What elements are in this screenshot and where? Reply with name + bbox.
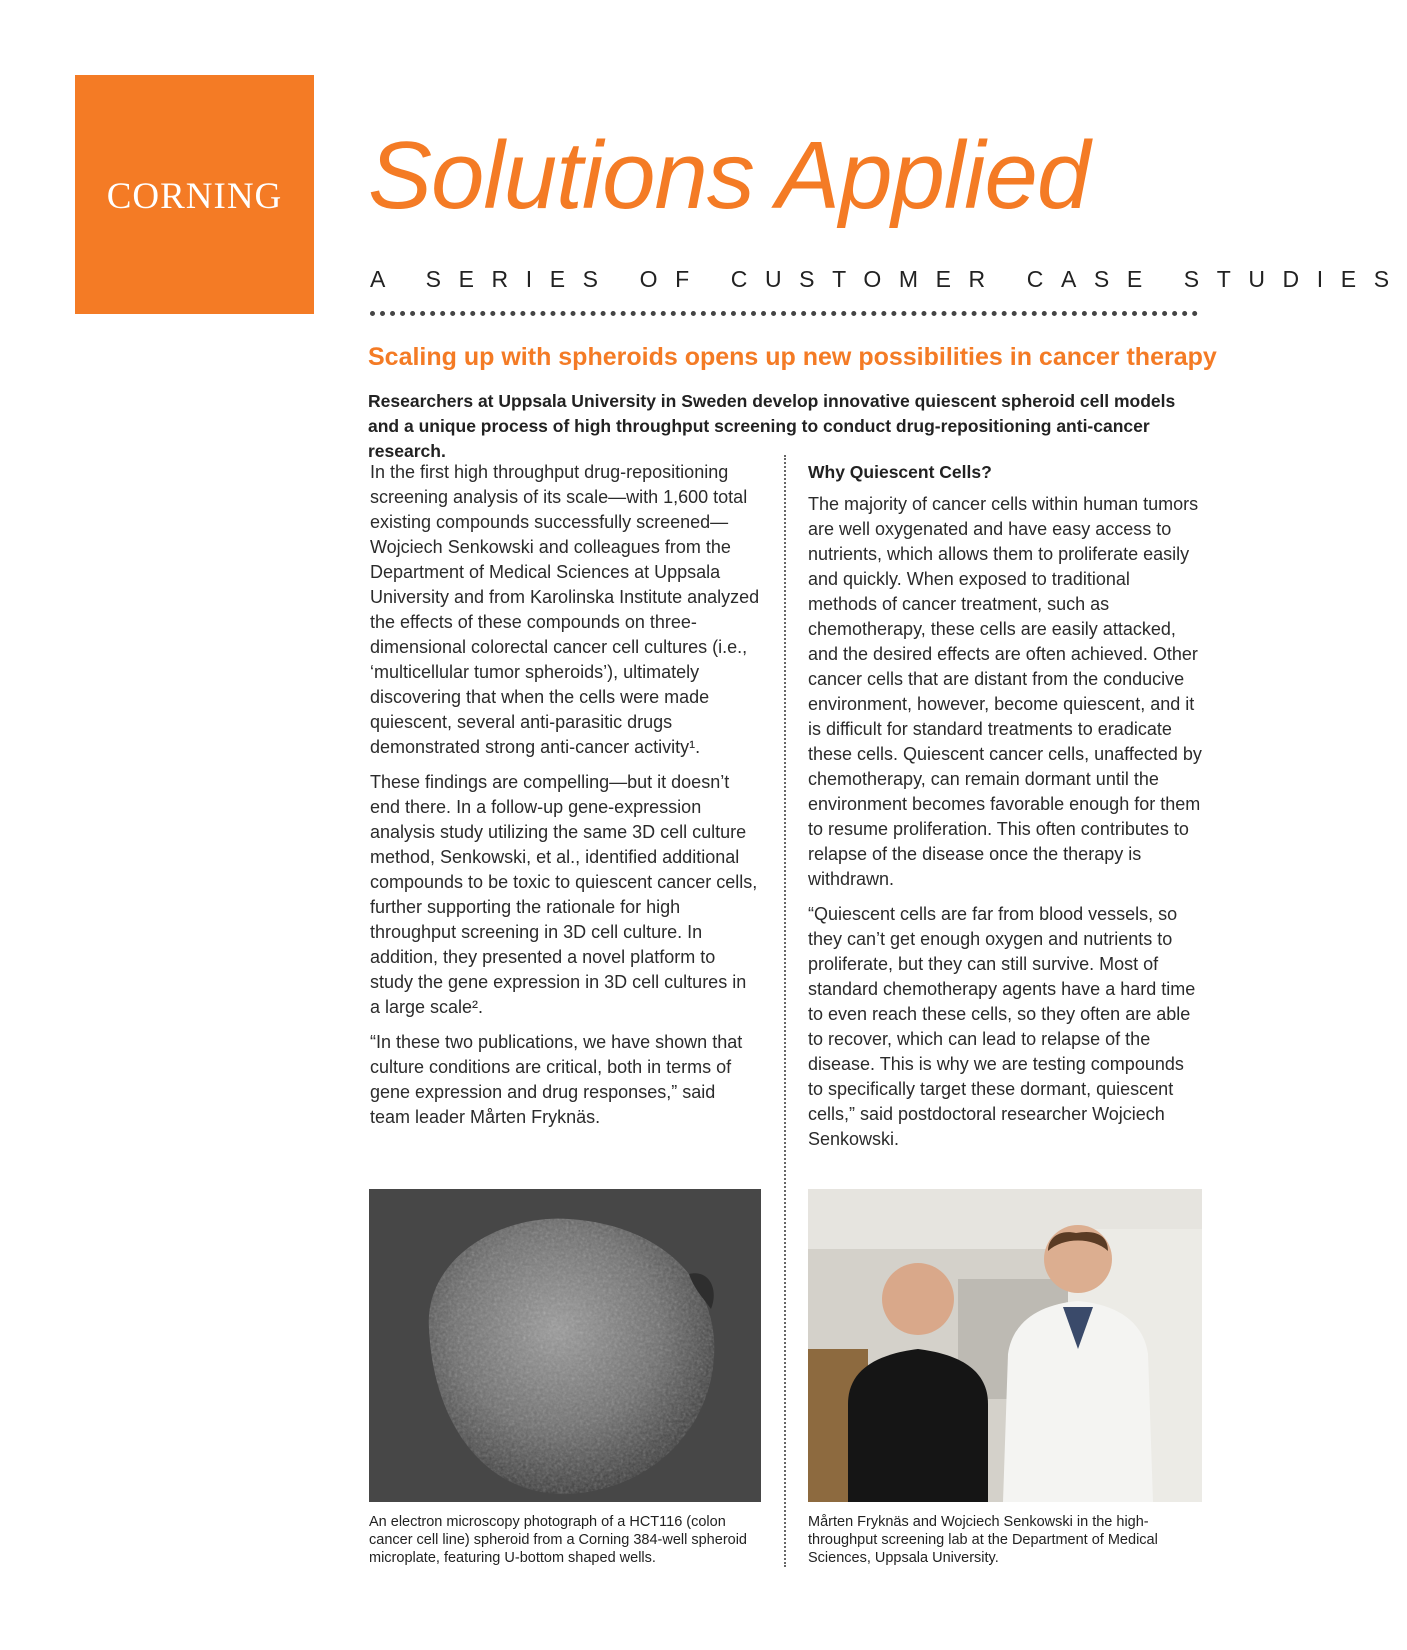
right-column [808, 460, 1203, 1162]
researchers-photo-graphic [808, 1189, 1202, 1502]
header-divider [370, 311, 1198, 316]
researchers-photo [808, 1189, 1202, 1502]
body-paragraph: “In these two publications, we have shown that culture conditions are critical, both in terms of gene expression and drug responses,” said team leader Mårten Fryknäs. [370, 1032, 743, 1127]
body-paragraph: In the first high throughput drug-repositioning screening analysis of its scale—with 1,600 total existing compounds successfully screened—Wojciech Senkowski and colleagues from the Department of Medical Sciences at Uppsala University and from Karolinska Institute analyzed the effects of these compounds on three-dimensional colorectal cancer cell cultures (i.e., ‘multicellular tumor spheroids’), ultimately discovering that when the cells were made quiescent, several anti-parasitic drugs demonstrated strong anti-cancer activity¹. [370, 462, 760, 757]
body-paragraph: “Quiescent cells are far from blood vessels, so they can’t get enough oxygen and nutrients to proliferate, but they can still survive. Most of standard chemotherapy agents have a hard time to even reach these cells, so they often are able to recover, which can lead to relapse of the disease. This is why we are testing compounds to specifically target these dormant, quiescent cells,” said postdoctoral researcher Wojciech Senkowski. [808, 904, 1196, 1149]
spheroid-micrograph-graphic [369, 1189, 761, 1502]
body-paragraph: The majority of cancer cells within human tumors are well oxygenated and have easy access to nutrients, which allows them to proliferate easily and quickly. When exposed to traditional methods of cancer treatment, such as chemotherapy, these cells are easily attacked, and the desired effects are often achieved. Other cancer cells that are distant from the conducive environment, however, become quiescent, and it is difficult for standard treatments to eradicate these cells. Quiescent cancer cells, unaffected by chemotherapy, can remain dormant until the environment becomes favorable enough for them to resume proliferation. This often contributes to relapse of the disease once the therapy is withdrawn. [808, 494, 1202, 889]
article-headline: Scaling up with spheroids opens up new possibilities in cancer therapy [368, 343, 1217, 371]
body-paragraph: These findings are compelling—but it doesn’t end there. In a follow-up gene-expression analysis study utilizing the same 3D cell culture method, Senkowski, et al., identified additional compounds to be toxic to quiescent cancer cells, further supporting the rationale for high throughput screening in 3D cell culture. In addition, they presented a novel platform to study the gene expression in 3D cell cultures in a large scale². [370, 772, 758, 1017]
series-subtitle: A SERIES OF CUSTOMER CASE STUDIES [370, 266, 1407, 292]
spheroid-micrograph-image [369, 1189, 761, 1502]
figure-caption-right: Mårten Fryknäs and Wojciech Senkowski in the high-throughput screening lab at the Department of Medical Sciences, Uppsala University. [808, 1514, 1158, 1566]
series-title: Solutions Applied [368, 122, 1090, 229]
corning-logo [75, 75, 314, 314]
article-deck: Researchers at Uppsala University in Sweden develop innovative quiescent spheroid cell models and a unique process of high throughput screening to conduct drug-repositioning anti-cancer research. [368, 391, 1176, 461]
column-divider [784, 455, 786, 1567]
logo-text: CORNING [106, 176, 283, 217]
section-heading: Why Quiescent Cells? [808, 462, 992, 482]
figure-caption-left: An electron microscopy photograph of a HCT116 (colon cancer cell line) spheroid from a Corning 384-well spheroid microplate, featuring U-bottom shaped wells. [369, 1514, 747, 1566]
left-column [370, 460, 760, 1140]
